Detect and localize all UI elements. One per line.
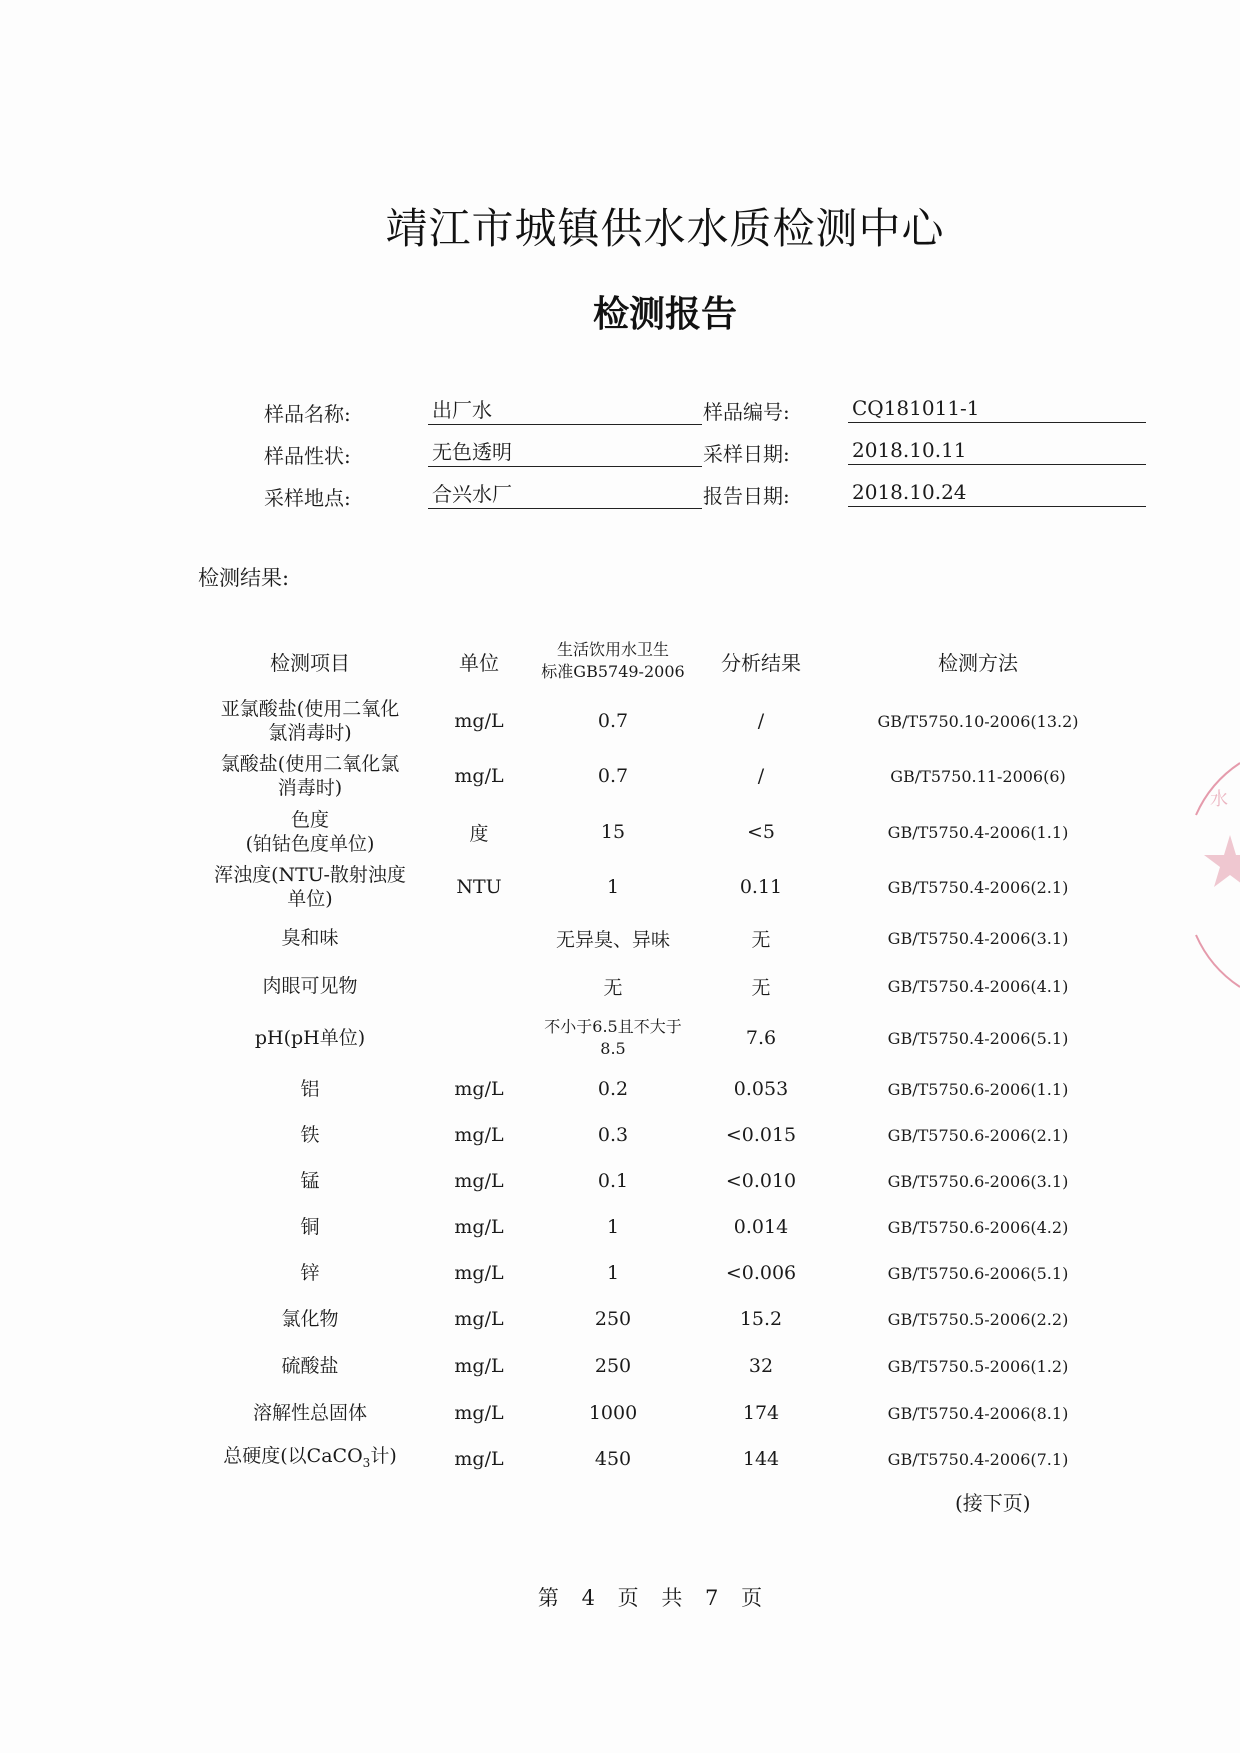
table-row <box>196 914 1126 962</box>
cell-result: <0.015 <box>725 1124 797 1146</box>
cell-result: / <box>757 765 765 787</box>
cell-method: GB/T5750.4-2006(7.1) <box>887 1449 1069 1469</box>
cell-item: pH(pH单位) <box>254 1027 366 1049</box>
cell-item <box>196 804 424 860</box>
item-line1: 色度 <box>290 809 329 831</box>
cell-unit: mg/L <box>454 1216 504 1238</box>
cell-standard: 无 <box>603 976 623 999</box>
footer-page-number: 4 <box>581 1586 595 1610</box>
cell-method: GB/T5750.4-2006(4.1) <box>887 976 1069 996</box>
cell-method: GB/T5750.6-2006(3.1) <box>887 1171 1069 1191</box>
cell-item: 铝 <box>300 1078 320 1100</box>
header-result: 分析结果 <box>721 650 801 675</box>
cell-item: 氯化物 <box>281 1308 339 1330</box>
cell-result: 0.014 <box>733 1216 789 1238</box>
cell-item: 锰 <box>300 1170 320 1192</box>
table-row <box>196 860 1126 914</box>
cell-result: 174 <box>742 1402 780 1424</box>
cell-standard: 1000 <box>588 1402 638 1424</box>
sampling-location-value: 合兴水厂 <box>428 480 702 509</box>
cell-item: 铁 <box>300 1124 320 1146</box>
report-date-label: 报告日期: <box>703 484 790 508</box>
sample-appearance-value: 无色透明 <box>428 438 702 467</box>
cell-method: GB/T5750.6-2006(4.2) <box>887 1217 1069 1237</box>
table-body <box>196 694 1126 1482</box>
table-row <box>196 748 1126 804</box>
cell-item <box>196 1436 424 1482</box>
cell-standard: 250 <box>594 1308 632 1330</box>
table-row <box>196 804 1126 860</box>
cell-item <box>196 860 424 914</box>
sample-info-row <box>0 430 1240 474</box>
cell-standard: 0.1 <box>597 1170 629 1192</box>
footer-total-pages: 7 <box>705 1586 719 1610</box>
cell-result: 144 <box>742 1448 780 1470</box>
cell-unit: mg/L <box>454 1078 504 1100</box>
footer-di: 第 <box>537 1586 559 1610</box>
cell-item: 臭和味 <box>281 927 339 949</box>
item-line2: 单位) <box>287 888 333 910</box>
cell-result: 0.11 <box>739 876 783 898</box>
cell-result: 7.6 <box>745 1027 777 1049</box>
table-row <box>196 1158 1126 1204</box>
table-row <box>196 1342 1126 1390</box>
header-method: 检测方法 <box>938 650 1018 675</box>
header-standard-line1: 生活饮用水卫生 <box>556 640 669 659</box>
header-standard <box>534 628 692 694</box>
cell-method: GB/T5750.5-2006(1.2) <box>887 1356 1069 1376</box>
cell-method: GB/T5750.6-2006(1.1) <box>887 1079 1069 1099</box>
cell-unit: NTU <box>456 876 502 898</box>
table-row <box>196 1436 1126 1482</box>
cell-unit: mg/L <box>454 710 504 732</box>
cell-result: 无 <box>751 976 771 999</box>
cell-unit: mg/L <box>454 765 504 787</box>
header-unit: 单位 <box>459 650 499 675</box>
cell-result: <0.006 <box>725 1262 797 1284</box>
sampling-date-label: 采样日期: <box>703 442 790 466</box>
item-subscript: 3 <box>362 1455 371 1470</box>
footer-gong: 共 <box>661 1586 683 1610</box>
sample-appearance-label: 样品性状: <box>264 444 351 468</box>
cell-unit: mg/L <box>454 1170 504 1192</box>
cell-method: GB/T5750.4-2006(1.1) <box>887 822 1069 842</box>
table-row <box>196 1296 1126 1342</box>
table-row <box>196 1390 1126 1436</box>
cell-item: 锌 <box>300 1262 320 1284</box>
sample-number-label: 样品编号: <box>703 400 790 424</box>
sample-number-value: CQ181011-1 <box>848 394 1146 423</box>
cell-result: / <box>757 710 765 732</box>
sample-info-row <box>0 472 1240 516</box>
cell-standard: 0.7 <box>597 710 629 732</box>
cell-item: 铜 <box>300 1216 320 1238</box>
cell-method: GB/T5750.4-2006(8.1) <box>887 1403 1069 1423</box>
cell-standard: 250 <box>594 1355 632 1377</box>
cell-item: 硫酸盐 <box>281 1355 339 1377</box>
cell-unit: mg/L <box>454 1402 504 1424</box>
cell-result: 15.2 <box>739 1308 783 1330</box>
results-table <box>196 628 1126 1482</box>
table-row <box>196 1010 1126 1066</box>
cell-standard: 0.2 <box>597 1078 629 1100</box>
document-title: 检测报告 <box>592 293 737 335</box>
seal-stamp-icon <box>1190 755 1240 995</box>
cell-unit <box>424 962 534 1010</box>
table-row <box>196 1250 1126 1296</box>
cell-method: GB/T5750.6-2006(5.1) <box>887 1263 1069 1283</box>
item-line1: 亚氯酸盐(使用二氧化 <box>220 698 400 720</box>
cell-standard: 0.7 <box>597 765 629 787</box>
cell-result: 0.053 <box>733 1078 789 1100</box>
cell-method: GB/T5750.10-2006(13.2) <box>877 711 1079 731</box>
footer-ye2: 页 <box>741 1586 763 1610</box>
results-heading: 检测结果: <box>198 566 290 590</box>
table-header-row <box>196 628 1126 694</box>
cell-unit <box>424 1010 534 1066</box>
cell-item: 肉眼可见物 <box>262 975 358 997</box>
table-row <box>196 1066 1126 1112</box>
cell-item <box>196 748 424 804</box>
cell-standard: 无异臭、异味 <box>555 928 670 951</box>
cell-unit: mg/L <box>454 1448 504 1470</box>
cell-standard <box>534 1010 692 1066</box>
cell-result: 32 <box>748 1355 774 1377</box>
cell-method: GB/T5750.4-2006(3.1) <box>887 928 1069 948</box>
cell-standard: 15 <box>600 821 626 843</box>
table-row <box>196 962 1126 1010</box>
cell-standard: 1 <box>606 1216 620 1238</box>
item-line1: 氯酸盐(使用二氧化氯 <box>220 753 400 775</box>
sampling-date-value: 2018.10.11 <box>848 436 1146 465</box>
table-row <box>196 1204 1126 1250</box>
item-line2: (铂钴色度单位) <box>245 833 375 855</box>
sampling-location-label: 采样地点: <box>264 486 351 510</box>
footer-ye: 页 <box>617 1586 639 1610</box>
cell-unit: mg/L <box>454 1355 504 1377</box>
cell-item: 溶解性总固体 <box>252 1402 367 1424</box>
cell-method: GB/T5750.4-2006(2.1) <box>887 877 1069 897</box>
page-footer <box>0 1582 1240 1612</box>
item-line2: 氯消毒时) <box>268 722 352 744</box>
cell-unit <box>424 914 534 962</box>
cell-result: 无 <box>751 928 771 951</box>
svg-text:水: 水 <box>1210 789 1228 810</box>
header-standard-line2: 标准GB5749-2006 <box>541 662 685 681</box>
cell-unit: 度 <box>469 822 489 845</box>
sample-name-value: 出厂水 <box>428 396 702 425</box>
cell-standard: 1 <box>606 1262 620 1284</box>
organization-title: 靖江市城镇供水水质检测中心 <box>385 204 945 253</box>
cell-unit: mg/L <box>454 1308 504 1330</box>
item-text-tail: 计) <box>370 1444 397 1467</box>
item-text: 总硬度(以CaCO <box>223 1444 363 1467</box>
cell-unit: mg/L <box>454 1262 504 1284</box>
standard-text: 不小于6.5且不大于8.5 <box>544 1017 682 1058</box>
cell-standard: 450 <box>594 1448 632 1470</box>
table-row <box>196 1112 1126 1158</box>
sample-info-row <box>0 388 1240 432</box>
cell-unit: mg/L <box>454 1124 504 1146</box>
cell-method: GB/T5750.6-2006(2.1) <box>887 1125 1069 1145</box>
report-date-value: 2018.10.24 <box>848 478 1146 507</box>
cell-method: GB/T5750.4-2006(5.1) <box>887 1028 1069 1048</box>
cell-method: GB/T5750.5-2006(2.2) <box>887 1309 1069 1329</box>
cell-standard: 1 <box>606 876 620 898</box>
item-line2: 消毒时) <box>277 777 343 799</box>
item-line1: 浑浊度(NTU-散射浊度 <box>214 864 406 886</box>
cell-method: GB/T5750.11-2006(6) <box>890 766 1066 786</box>
table-row <box>196 694 1126 748</box>
cell-result: <5 <box>746 821 775 843</box>
sample-name-label: 样品名称: <box>264 402 351 426</box>
cell-result: <0.010 <box>725 1170 797 1192</box>
cell-item <box>196 694 424 748</box>
header-item: 检测项目 <box>270 650 350 675</box>
continued-note: (接下页) <box>955 1491 1031 1515</box>
cell-standard: 0.3 <box>597 1124 629 1146</box>
